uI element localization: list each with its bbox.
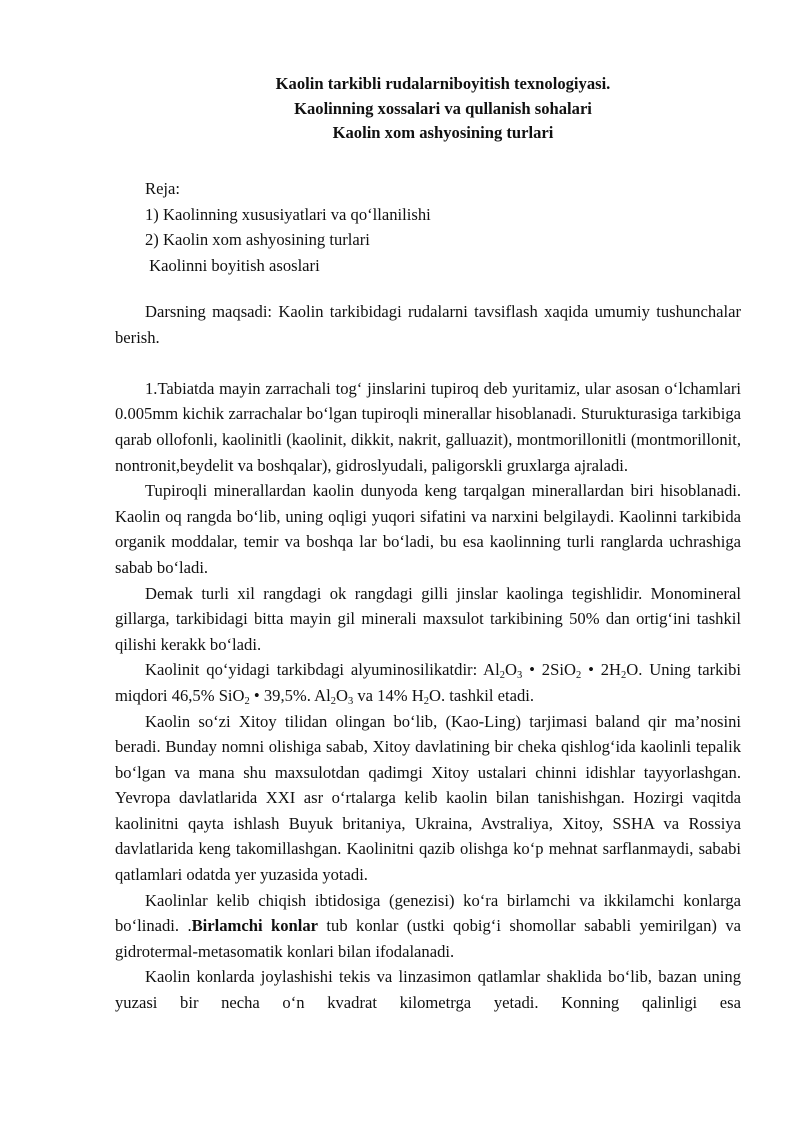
paragraph-2: Tupiroqli minerallardan kaolin dunyoda keng tarqalgan minerallardan biri hisoblanadi. Kaolin oq rangda bo‘lib, uning oqligi yuqori sifatini va narxini belgilaydi. Kaolinni tarkibida organik moddalar, temir va boshqa lar bo‘ladi, bu esa kaolinning turli ranglarda uchrashiga sabab bo‘ladi. [115, 481, 741, 577]
subscript: 2 [244, 695, 250, 707]
lesson-goal-paragraph: Darsning maqsadi: Kaolin tarkibidagi rudalarni tavsiflash xaqida umumiy tushunchalar berish. [115, 302, 741, 347]
body-text [115, 299, 741, 1016]
p4-text-g: O [335, 685, 348, 705]
title-line-2: Kaolinning xossalari va qullanish sohalari [294, 98, 592, 118]
plan-heading: Reja: [145, 179, 181, 198]
subscript: 3 [516, 670, 523, 682]
subscript: 3 [347, 695, 354, 707]
p4-text-d: • 2H [581, 660, 622, 680]
subscript: 2 [621, 670, 627, 682]
lesson-plan [145, 176, 431, 278]
p6-text-b: tub konlar (ustki qobig‘i shomollar sababli yemirilgan) va gidrotermal-metasomatik konlari bilan ifodalanadi. [115, 916, 741, 961]
title-line-1: Kaolin tarkibli rudalarniboyitish texnologiyasi. [275, 74, 611, 93]
p4-text-f: • 39,5%. Al [249, 685, 331, 705]
p4-text-i: O. tashkil etadi. [428, 685, 535, 705]
title-line-3: Kaolin xom ashyosining turlari [332, 123, 554, 142]
subscript: 2 [423, 695, 429, 707]
bold-term: Birlamchi konlar [191, 916, 319, 936]
p4-text-c: • 2SiO [522, 660, 576, 680]
plan-item-2: 2) Kaolin xom ashyosining turlari [145, 230, 370, 249]
paragraph-6 [115, 888, 741, 965]
p6-text-a: Kaolinlar kelib chiqish ibtidosiga (genezisi) ko‘ra birlamchi va ikkilamchi konlarga bo‘linadi. . [115, 890, 741, 936]
subscript: 2 [575, 670, 582, 682]
p4-text-b: O [505, 660, 517, 680]
subscript: 2 [330, 695, 336, 707]
plan-item-1: 1) Kaolinning xususiyatlari va qo‘llanilishi [145, 204, 431, 224]
paragraph-3: Demak turli xil rangdagi ok rangdagi gilli jinslar kaolinga tegishlidir. Monomineral gillarga, tarkibidagi bitta mayin gil minerali maxsulot tarkibining 50% dan ortig‘ini tashkil qilishi kerakk bo‘ladi. [115, 583, 741, 654]
p4-text-e: O. Uning tarkibi miqdori 46,5% SiO [115, 660, 741, 705]
plan-item-3: Kaolinni boyitish asoslari [145, 255, 320, 275]
subscript: 2 [499, 670, 505, 682]
document-title [86, 72, 800, 146]
p4-text-h: va 14% H [353, 685, 424, 705]
p4-text-a: Kaolinit qo‘yidagi tarkibdagi alyuminosilikatdir: Al [145, 660, 500, 680]
paragraph-4 [115, 657, 741, 708]
paragraph-7: Kaolin konlarda joylashishi tekis va linzasimon qatlamlar shaklida bo‘lib, bazan uning yuzasi bir necha o‘n kvadrat kilometrga yetadi. Konning qalinligi esa [115, 967, 741, 1013]
paragraph-5: Kaolin so‘zi Xitoy tilidan olingan bo‘lib, (Kao-Ling) tarjimasi baland qir ma’nosini beradi. Bunday nomni olishiga sabab, Xitoy davlatining bir cheka qishlog‘ida kaolinli tepalik bo‘lgan va mana shu maxsulotdan qadimgi Xitoy ustalari chinni idishlar tayyorlashgan. Yevropa davlatlarida XXI asr o‘rtalarga kelib kaolin bilan tanishishgan. Hozirgi vaqitda kaolinitni qayta ishlash Buyuk britaniya, Ukraina, Avstraliya, Xitoy, SSHA va Rossiya davlatlarida keng takomillashgan. Kaolinitni qazib olishga ko‘p mehnat sarflanmaydi, sababi qatlamlari odatda yer yuzasida yotadi. [115, 711, 741, 885]
paragraph-1: 1.Tabiatda mayin zarrachali tog‘ jinslarini tupiroq deb yuritamiz, ular asosan o‘lchamlari 0.005mm kichik zarrachalar bo‘lgan tupiroqli minerallar hisoblanadi. Sturukturasiga tarkibiga qarab ollofonli, kaolinitli (kaolinit, dikkit, nakrit, galluazit), montmorillonitli (montmorillonit, nontronit,beydelit va boshqalar), gidroslyudali, paligorskli gruxlarga ajraladi. [115, 378, 741, 475]
